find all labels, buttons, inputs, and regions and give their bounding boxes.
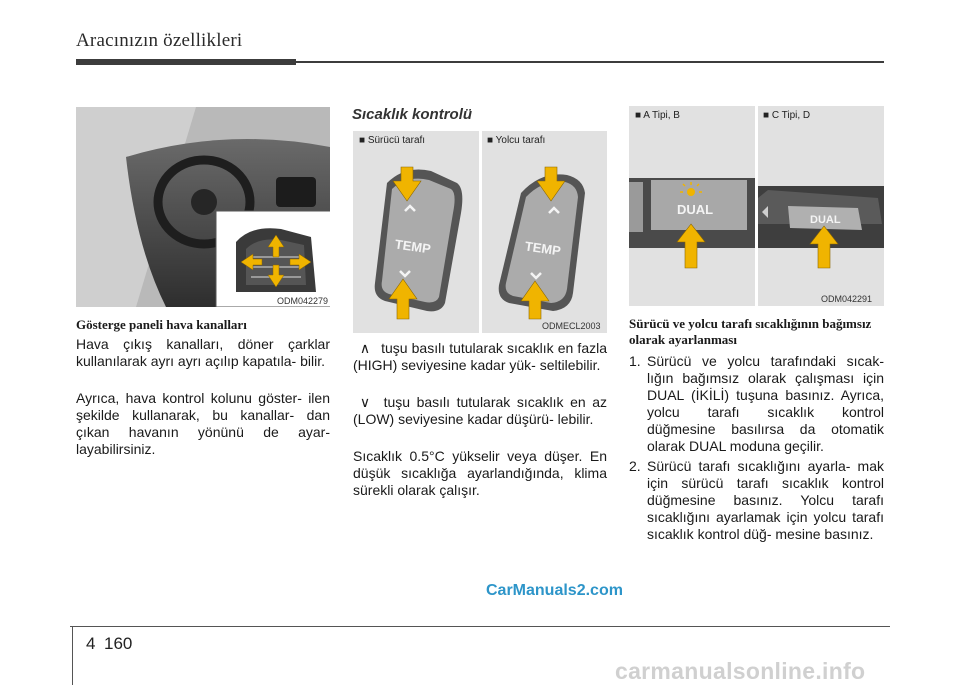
left-para-1: Hava çıkış kanalları, döner çarklar kullanılarak ayrı ayrı açılıp kapatıla- bilir. bbox=[76, 336, 330, 369]
dual-panels bbox=[629, 106, 884, 306]
down-symbol: ∨ bbox=[359, 394, 371, 410]
page-header-title: Aracınızın özellikleri bbox=[76, 30, 243, 51]
passenger-temp-knob[interactable] bbox=[491, 153, 599, 321]
dashboard-illustration bbox=[76, 107, 330, 307]
list-item: 2. Sürücü tarafı sıcaklığını ayarla- mak için sürücü tarafı sıcaklık kontrol düğmesine basınız. Yolcu tarafı sıcaklığını ayarlamak için yolcu tarafı sıcaklık kontrol düğ- mesine basınız. bbox=[629, 458, 884, 542]
header-bar bbox=[76, 59, 296, 65]
dual-button-type-c[interactable] bbox=[758, 168, 884, 278]
tag-passenger: ■ Yolcu tarafı bbox=[487, 135, 546, 146]
instruction-list bbox=[629, 353, 884, 546]
footer-rule bbox=[70, 626, 890, 627]
panel-divider bbox=[479, 131, 482, 333]
driver-temp-label: TEMP bbox=[393, 236, 432, 257]
middle-para-3: Sıcaklık 0.5°C yükselir veya düşer. En düşük sıcaklığa ayarlandığında, klima sürekli olarak çalışır. bbox=[353, 448, 607, 498]
chapter-number: 4 bbox=[86, 634, 96, 653]
passenger-temp-label: TEMP bbox=[523, 238, 562, 259]
middle-figure-code: ODMECL2003 bbox=[542, 321, 601, 331]
left-para-2: Ayrıca, hava kontrol kolunu göster- ilen şekilde kullanarak, bu kanallar- dan çıkan havanın yönünü de ayar- layabilirsiniz. bbox=[76, 390, 330, 457]
dual-label-a: DUAL bbox=[677, 202, 714, 217]
watermark-link-carmanualsonline[interactable]: carmanualsonline.info bbox=[615, 658, 866, 684]
tag-type-c: ■ C Tipi, D bbox=[763, 110, 811, 121]
driver-temp-knob[interactable] bbox=[365, 153, 473, 321]
air-vents-photo bbox=[76, 107, 330, 307]
watermark-link-carmanuals2[interactable]: CarManuals2.com bbox=[486, 582, 623, 599]
tag-driver: ■ Sürücü tarafı bbox=[359, 135, 426, 146]
page-number: 160 bbox=[104, 634, 133, 653]
dual-button-type-a[interactable] bbox=[629, 168, 755, 278]
left-figure-code: ODM042279 bbox=[277, 296, 329, 306]
right-figure-code: ODM042291 bbox=[821, 294, 873, 304]
tag-type-a: ■ A Tipi, B bbox=[635, 110, 680, 121]
footer-vertical-line bbox=[72, 626, 73, 685]
left-caption: Gösterge paneli hava kanalları bbox=[76, 317, 247, 332]
section-title: Sıcaklık kontrolü bbox=[352, 106, 473, 123]
dual-label-c: DUAL bbox=[810, 214, 841, 226]
right-caption: Sürücü ve yolcu tarafı sıcaklığının bağımsız olarak ayarlanması bbox=[629, 316, 872, 347]
temp-panels bbox=[353, 131, 607, 333]
middle-para-2: ∨ tuşu basılı tutularak sıcaklık en az (LOW) seviyesine kadar düşürü- lebilir. bbox=[353, 394, 607, 427]
up-symbol: ∧ bbox=[359, 340, 371, 356]
list-item: 1. Sürücü ve yolcu tarafındaki sıcak- lığın bağımsız olarak çalışması için DUAL (İKİLİ) tuşuna basınız. Ayrıca, yolcu tarafı sıcaklık kontrol düğmesine basılırsa da otomatik olarak DUAL moduna geçilir. bbox=[629, 353, 884, 454]
header-rule bbox=[296, 61, 884, 63]
middle-para-1: ∧ tuşu basılı tutularak sıcaklık en fazla (HIGH) seviyesine kadar yük- seltilebilir. bbox=[353, 340, 607, 373]
